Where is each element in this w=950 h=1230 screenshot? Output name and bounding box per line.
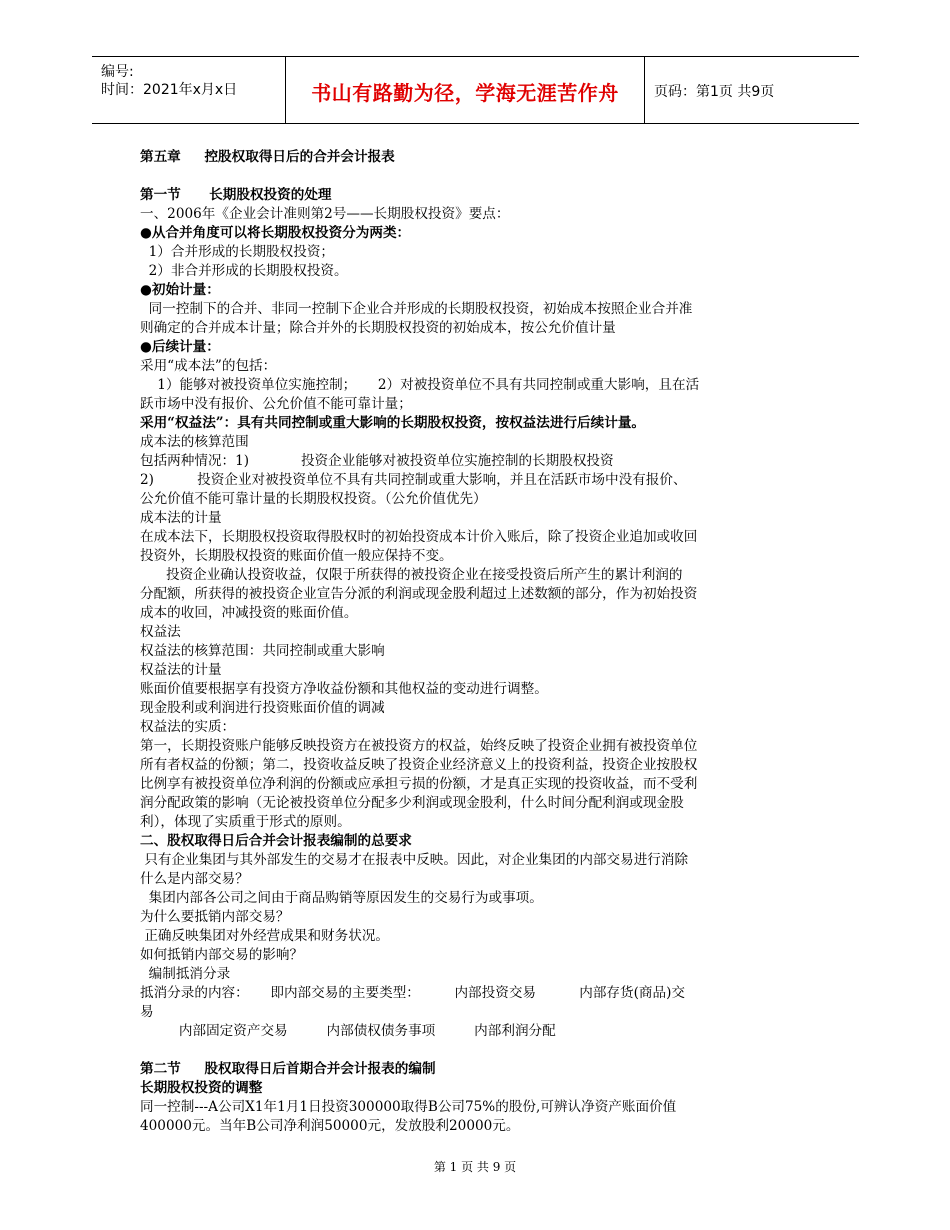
text-line: 成本的收回，冲减投资的账面价值。 [140,605,358,621]
text-line: 投资外，长期股权投资的账面价值一般应保持不变。 [140,548,453,564]
text-line: 什么是内部交易？ [140,871,249,887]
text-line: 利），体现了实质重于形式的原则。 [140,814,351,830]
text-line: 第二节 股权取得日后首期合并会计报表的编制 [140,1061,436,1077]
text-line: 成本法的计量 [140,510,222,526]
page-footer: 第 1 页 共 9 页 [433,1160,517,1174]
text-line: 第一，长期投资账户能够反映投资方在被投资方的权益，始终反映了投资企业拥有被投资单位 [140,738,698,754]
text-line: 易 [140,1004,154,1020]
text-line: 分配额，所获得的被投资企业宣告分派的利润或现金股利超过上述数额的部分，作为初始投资 [140,586,698,602]
text-line: 400000元。当年B公司净利润50000元，发放股利20000元。 [140,1118,520,1134]
text-line: 账面价值要根据享有投资方净收益份额和其他权益的变动进行调整。 [140,681,548,697]
text-line: 第五章 控股权取得日后的合并会计报表 [140,149,395,165]
text-line: 长期股权投资的调整 [140,1080,263,1096]
text-line: ●初始计量： [140,282,220,298]
text-line: 同一控制下的合并、非同一控制下企业合并形成的长期股权投资，初始成本按照企业合并准 [140,301,693,317]
text-line: 正确反映集团对外经营成果和财务状况。 [140,928,390,944]
header-meta [92,57,285,123]
text-line: 权益法的计量 [140,662,222,678]
text-line: 采用“成本法”的包括： [140,358,277,374]
text-line: 权益法 [140,624,181,640]
text-line: 成本法的核算范围 [140,434,249,450]
blank-line [140,167,812,186]
text-line: 2）非合并形成的长期股权投资。 [140,263,348,279]
text-line: 现金股利或利润进行投资账面价值的调减 [140,700,385,716]
page-header [92,56,859,124]
text-line: ●从合并角度可以将长期股权投资分为两类： [140,225,411,241]
text-line: 权益法的核算范围：共同控制或重大影响 [140,643,385,659]
text-line: 抵消分录的内容： 即内部交易的主要类型： 内部投资交易 内部存货(商品)交 [140,985,685,1001]
text-line: 比例享有被投资单位净利润的份额或应承担亏损的份额，才是真正实现的投资收益，而不受利 [140,776,698,792]
text-line: 一、2006年《企业会计准则第2号——长期股权投资》要点： [140,206,510,222]
text-line: 编制抵消分录 [140,966,231,982]
text-line: 为什么要抵销内部交易？ [140,909,290,925]
text-line: 1）合并形成的长期股权投资； [140,244,335,260]
document-number-label: 编号: [101,64,134,80]
header-page-cell [645,57,859,123]
text-line: 集团内部各公司之间由于商品购销等原因发生的交易行为或事项。 [140,890,543,906]
header-motto-cell [285,57,645,123]
text-line: 所有者权益的份额；第二，投资收益反映了投资企业经济意义上的投资利益，投资企业按股权 [140,757,698,773]
text-line: 2) 投资企业对被投资单位不具有共同控制或重大影响，并且在活跃市场中没有报价、 [140,472,687,488]
header-motto: 书山有路勤为径，学海无涯苦作舟 [311,81,619,105]
text-line: 同一控制---A公司X1年1月1日投资300000取得B公司75%的股份,可辨认净资产账面价值 [140,1099,677,1115]
header-page-info: 页码：第1页 共9页 [654,84,775,100]
text-line: 投资企业确认投资收益，仅限于所获得的被投资企业在接受投资后所产生的累计利润的 [140,567,683,583]
text-line: 权益法的实质： [140,719,236,735]
document-time-label: 时间：2021年x月x日 [101,82,238,98]
text-line: 包括两种情况：1) 投资企业能够对被投资单位实施控制的长期股权投资 [140,453,614,469]
text-line: 内部固定资产交易 内部债权债务事项 内部利润分配 [140,1023,556,1039]
blank-line [140,1041,812,1060]
text-line: 则确定的合并成本计量；除合并外的长期股权投资的初始成本，按公允价值计量 [140,320,616,336]
document-body [140,148,812,1136]
text-line: 如何抵销内部交易的影响？ [140,947,304,963]
text-line: 跃市场中没有报价、公允价值不能可靠计量； [140,396,412,412]
text-line: 润分配政策的影响（无论被投资单位分配多少利润或现金股利，什么时间分配利润或现金股 [140,795,684,811]
text-line: 在成本法下，长期股权投资取得股权时的初始投资成本计价入账后，除了投资企业追加或收回 [140,529,698,545]
text-line: 第一节 长期股权投资的处理 [140,187,332,203]
text-line: 采用“权益法”：具有共同控制或重大影响的长期股权投资，按权益法进行后续计量。 [140,415,646,431]
text-line: 公允价值不能可靠计量的长期股权投资。（公允价值优先） [140,491,487,507]
text-line: ●后续计量： [140,339,220,355]
text-line: 1）能够对被投资单位实施控制； 2）对被投资单位不具有共同控制或重大影响，且在活 [140,377,700,393]
text-line: 只有企业集团与其外部发生的交易才在报表中反映。因此，对企业集团的内部交易进行消除 [140,852,689,868]
text-line: 二、股权取得日后合并会计报表编制的总要求 [140,833,412,849]
